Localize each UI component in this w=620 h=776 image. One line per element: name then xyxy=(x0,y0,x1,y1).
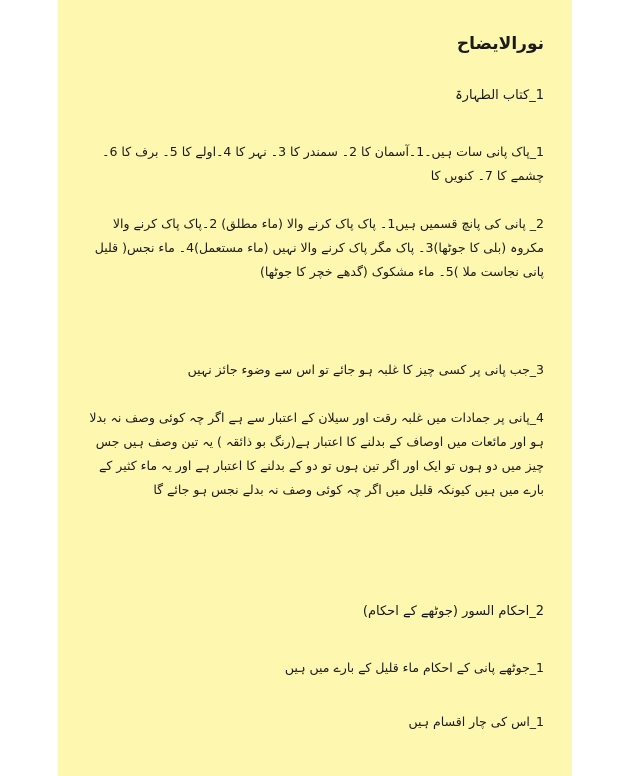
document-title: نورالایضاح xyxy=(456,34,544,54)
paragraph: 4_پانی پر جمادات میں غلبہ رقت اور سیلان کے اعتبار سے ہے اگر چہ کوئی وصف نہ بدلا ہو اور مائعات میں اوصاف کے بدلنے کا اعتبار ہے(رنگ بو ذائقہ ) یہ تین وصف ہیں جس چیز میں دو ہوں تو ایک اور اگر تین ہوں تو دو کے بدلنے کا اعتبار ہے اور یہ ماء کثیر کے بارے میں ہیں کیونکہ قلیل میں اگر چہ کوئی وصف نہ بدلے نجس ہو جائے گا xyxy=(89,410,544,497)
document-page xyxy=(58,0,572,776)
paragraph: 3_جب پانی پر کسی چیز کا غلبہ ہو جائے تو اس سے وضوء جائز نہیں xyxy=(187,362,544,377)
paragraph: 1_جوٹھے پانی کے احکام ماء قلیل کے بارے میں ہیں xyxy=(284,660,544,675)
section-heading: 1_کتاب الطہارۃ xyxy=(455,88,544,103)
paragraph: 1_پاک پانی سات ہیں۔1۔آسمان کا 2۔ سمندر کا 3۔ نہر کا 4۔اولے کا 5۔ برف کا 6۔ چشمے کا 7۔ کنویں کا xyxy=(102,144,544,183)
section-heading: 2_احکام السور (جوٹھے کے احکام) xyxy=(362,604,544,619)
paragraph: 2_ پانی کی پانچ قسمیں ہیں1۔ پاک پاک کرنے والا (ماء مطلق) 2۔پاک پاک کرنے والا مکروہ (بلی کا جوٹھا)3۔ پاک مگر پاک کرنے والا نہیں (ماء مستعمل)4۔ ماء نجس( قلیل پانی نجاست ملا )5۔ ماء مشکوک (گدھے خچر کا جوٹھا) xyxy=(94,216,544,279)
paragraph: 1_اس کی چار اقسام ہیں xyxy=(408,714,544,729)
